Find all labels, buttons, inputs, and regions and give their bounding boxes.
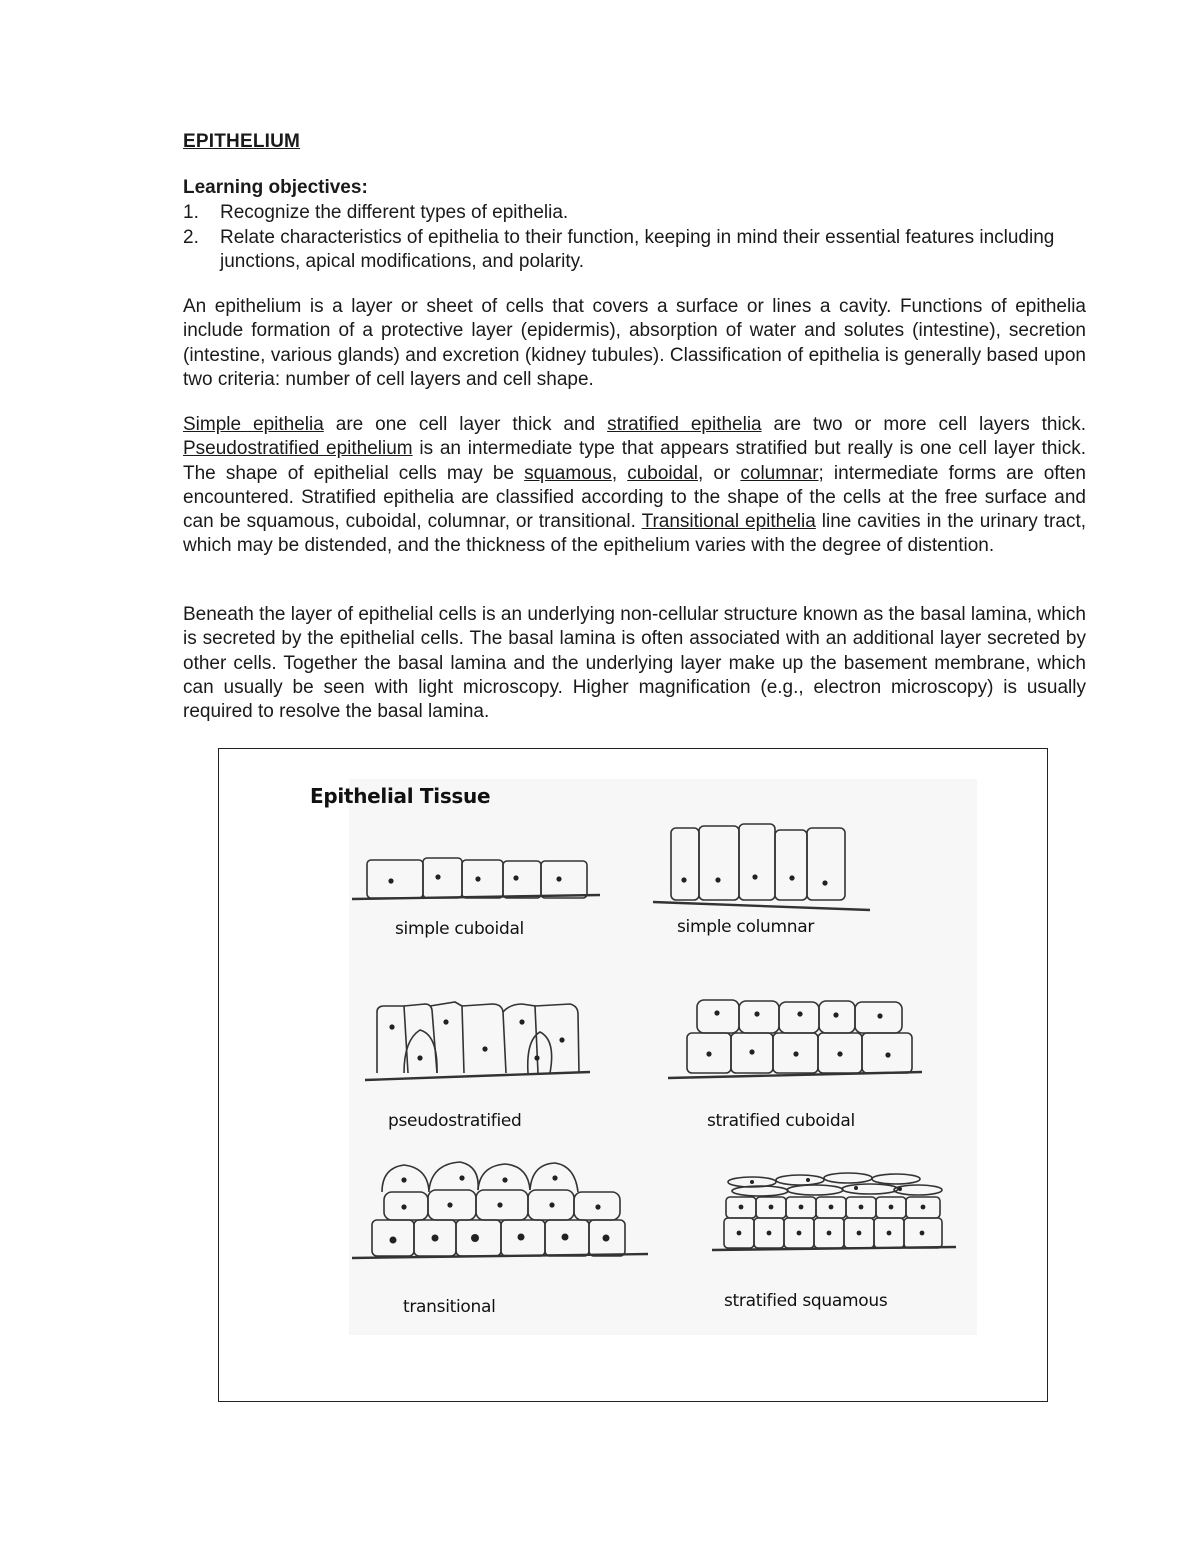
term-columnar: columnar; <box>740 462 824 484</box>
objectives-heading: Learning objectives: <box>183 177 368 198</box>
objective-number: 2. <box>183 226 199 248</box>
label-stratified-cuboidal: stratified cuboidal <box>707 1111 855 1131</box>
text-span: are one cell layer thick and <box>323 414 608 435</box>
document-title: EPITHELIUM <box>183 131 301 152</box>
simple-columnar-drawing <box>653 824 870 910</box>
term-pseudostratified: Pseudostratified epithelium <box>183 438 413 460</box>
label-transitional: transitional <box>403 1297 496 1317</box>
label-simple-cuboidal: simple cuboidal <box>395 919 524 939</box>
term-stratified-epithelia: stratified epithelia <box>607 414 762 435</box>
term-transitional-epithelia: Transitional epithelia <box>641 511 816 533</box>
text-span: are two or more cell layers thick. <box>761 414 1086 435</box>
objective-text: Relate characteristics of epithelia to their function, keeping in mind their essential features including junctions, apical modifications, and polarity. <box>220 226 1055 272</box>
label-pseudostratified: pseudostratified <box>388 1111 522 1131</box>
transitional-drawing <box>352 1162 648 1258</box>
text-span: , <box>611 462 628 484</box>
text-span: is an intermediate type that appears stratified but really is one cell layer thick. The shape of epithelial cells may be <box>183 438 1086 484</box>
objective-number: 1. <box>183 202 199 223</box>
stratified-squamous-drawing <box>712 1173 956 1250</box>
paragraph-basal-lamina: Beneath the layer of epithelial cells is an underlying non-cellular structure known as the basal lamina, which is secreted by the epithelial cells. The basal lamina is often associated with an additional layer secreted by other cells. Together the basal lamina and the underlying layer make up the basement membrane, which can usually be seen with light microscopy. Higher magnification (e.g., electron microscopy) is usually required to resolve the basal lamina. <box>183 604 1087 723</box>
text-span: , or <box>697 462 741 484</box>
term-simple-epithelia: Simple epithelia <box>183 414 324 435</box>
label-stratified-squamous: stratified squamous <box>724 1291 888 1311</box>
objective-text: Recognize the different types of epithelia. <box>220 202 569 223</box>
term-squamous: squamous <box>524 462 612 484</box>
paragraph-epithelium-definition: An epithelium is a layer or sheet of cells that covers a surface or lines a cavity. Functions of epithelia include formation of a protective layer (epidermis), absorption of water and solutes (intestine), secretion (intestine, various glands) and excretion (kidney tubules). Classification of epithelia is generally based upon two criteria: number of cell layers and cell shape. <box>183 296 1086 390</box>
pseudostratified-drawing <box>365 1002 590 1080</box>
term-cuboidal: cuboidal <box>627 462 698 484</box>
figure-title: Epithelial Tissue <box>310 784 491 808</box>
text-span: intermediate forms are often encountered. Stratified epithelia are classified according to the shape of the cells at the free surface and can be squamous, cuboidal, columnar, or transitional. <box>183 462 1086 533</box>
text-span: line cavities in the urinary tract, which may be distended, and the thickness of the epithelium varies with the degree of distention. <box>183 511 1086 557</box>
label-simple-columnar: simple columnar <box>677 917 815 937</box>
stratified-cuboidal-drawing <box>668 1000 922 1078</box>
simple-cuboidal-drawing <box>352 858 600 899</box>
